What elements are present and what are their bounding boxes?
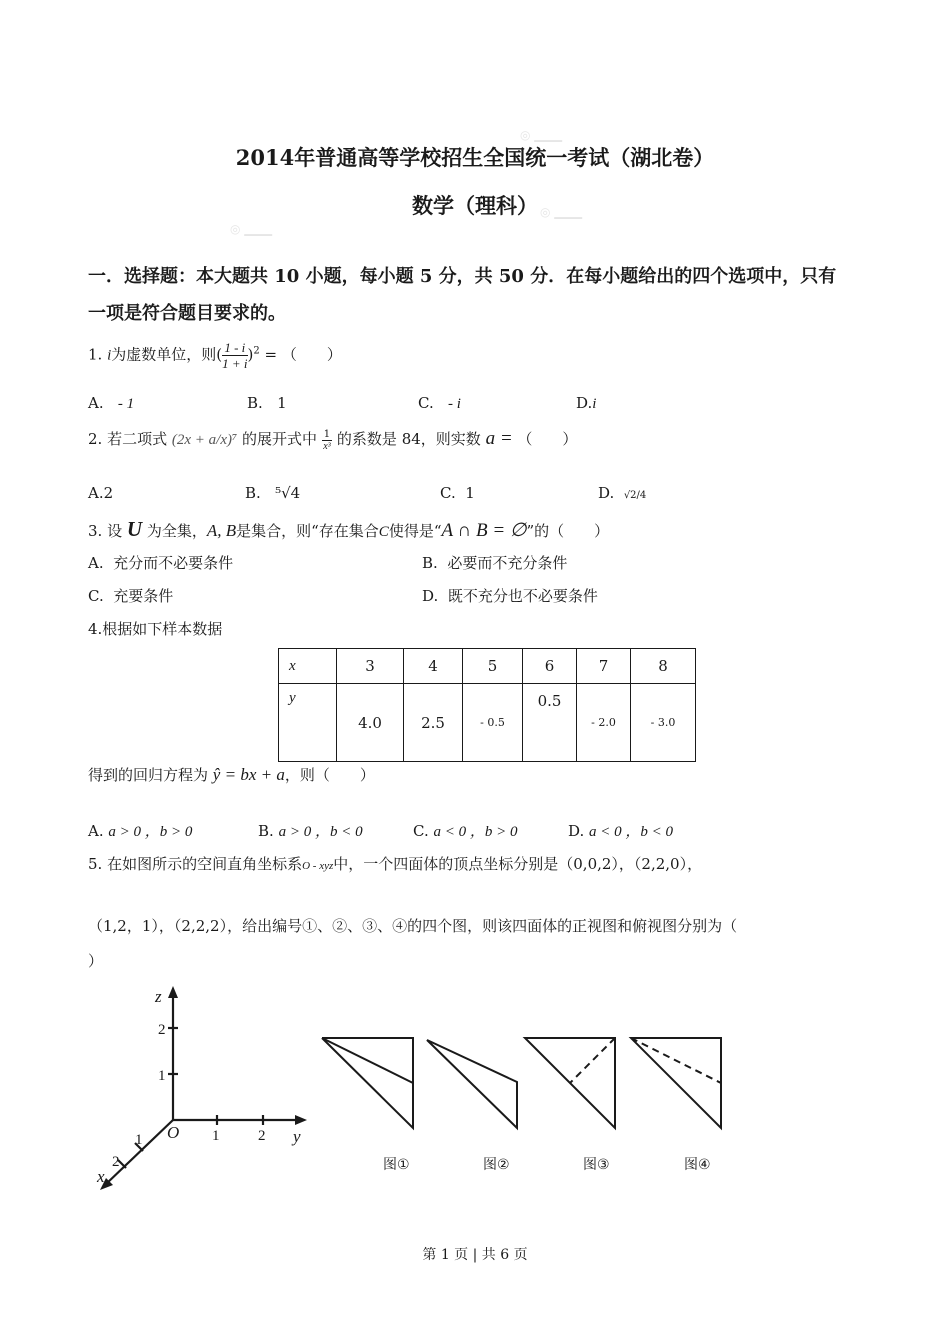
section-heading-line1: 一．选择题：本大题共 10 小题，每小题 5 分，共 50 分．在每小题给出的四个选项中，只有 bbox=[88, 266, 837, 287]
question-4-regression: 得到的回归方程为 ŷ = bx + a，则（ ） bbox=[88, 765, 375, 784]
view-4 bbox=[631, 1038, 721, 1128]
x-tick-label: 2 bbox=[112, 1154, 120, 1170]
z-tick-label: 2 bbox=[158, 1022, 166, 1038]
origin-label: O bbox=[167, 1123, 180, 1142]
page-footer: 第 1 页 | 共 6 页 bbox=[422, 1247, 528, 1263]
y-tick-label: 1 bbox=[212, 1128, 220, 1144]
x-tick-label: 1 bbox=[135, 1132, 143, 1148]
fraction: $\frac{1}{\text{x³}}$ bbox=[323, 428, 331, 452]
q1-option-d[interactable]: D.i bbox=[576, 394, 597, 412]
tetrahedron-figure bbox=[95, 978, 765, 1193]
view-3 bbox=[525, 1038, 615, 1128]
section-heading-line2: 一项是符合题目要求的。 bbox=[88, 303, 286, 324]
q3-option-c[interactable]: C. 充要条件 bbox=[88, 587, 174, 605]
watermark: ◎ ▁▁▁ bbox=[520, 128, 562, 142]
watermark: ◎ ▁▁▁ bbox=[540, 205, 582, 219]
q2-option-b[interactable]: B. ⁵√4 bbox=[245, 484, 301, 502]
coordinate-axes bbox=[105, 992, 300, 1185]
y-arrow-icon bbox=[295, 1115, 307, 1125]
figure-caption-4: 图④ bbox=[684, 1157, 711, 1173]
question-3-stem: 3. 设 U 为全集，A, B是集合，则“存在集合C使得是“A ∩ B = ∅”的（ ） bbox=[88, 517, 610, 541]
q1-option-a[interactable]: A. - 1 bbox=[88, 394, 135, 412]
q2-option-a[interactable]: A.2 bbox=[88, 484, 114, 502]
q2-option-c[interactable]: C. 1 bbox=[440, 484, 475, 502]
table-row: y 4.0 2.5 - 0.5 0.5 - 2.0 - 3.0 bbox=[279, 684, 696, 762]
x-axis-label: x bbox=[97, 1167, 105, 1186]
z-arrow-icon bbox=[168, 986, 178, 998]
z-axis-label: z bbox=[155, 987, 162, 1006]
q4-option-c[interactable]: C. a < 0 ，b > 0 bbox=[413, 822, 518, 840]
q3-option-a[interactable]: A. 充分而不必要条件 bbox=[88, 554, 234, 572]
q3-option-b[interactable]: B. 必要而不充分条件 bbox=[422, 554, 568, 572]
question-5-line2: （1,2，1），（2,2,2），给出编号①、②、③、④的四个图，则该四面体的正视图和俯视图分别为（ bbox=[88, 917, 738, 935]
page-title: 2014年普通高等学校招生全国统一考试（湖北卷） bbox=[235, 145, 715, 170]
question-5-stem: 5. 在如图所示的空间直角坐标系O - xyz中，一个四面体的顶点坐标分别是（0,0,2），（2,2,0）， bbox=[88, 855, 703, 873]
question-1-stem: 1. i为虚数单位，则( $\frac{1 - i}{1 + i}$ )$^2$ = （ ） bbox=[88, 340, 342, 371]
q1-option-b[interactable]: B. 1 bbox=[247, 394, 287, 412]
watermark: ◎ ▁▁▁ bbox=[230, 222, 272, 236]
view-2 bbox=[427, 1040, 517, 1128]
q2-option-d[interactable]: D. √2/4 bbox=[598, 484, 647, 502]
view-1 bbox=[322, 1038, 413, 1128]
sample-data-table bbox=[278, 648, 696, 762]
fraction: $\frac{1 - i}{1 + i}$ bbox=[222, 340, 248, 371]
q4-option-b[interactable]: B. a > 0 ，b < 0 bbox=[258, 822, 363, 840]
y-tick-label: 2 bbox=[258, 1128, 266, 1144]
question-5-line3: ） bbox=[88, 952, 104, 970]
table-row: x 3 4 5 6 7 8 bbox=[279, 649, 696, 684]
q4-option-a[interactable]: A. a > 0 ，b > 0 bbox=[88, 822, 193, 840]
figure-caption-2: 图② bbox=[483, 1157, 510, 1173]
q4-option-d[interactable]: D. a < 0 ，b < 0 bbox=[568, 822, 674, 840]
page-subtitle: 数学（理科） bbox=[412, 193, 538, 218]
q1-option-c[interactable]: C. - i bbox=[418, 394, 461, 412]
question-2-stem: 2. 若二项式 (2x + a/x)⁷ 的展开式中 $\frac{1}{\text{x³}}$ 的系数是 84，则实数 a = （ ） bbox=[88, 428, 578, 452]
z-tick-label: 1 bbox=[158, 1068, 166, 1084]
y-axis-label: y bbox=[293, 1127, 301, 1146]
q3-option-d[interactable]: D. 既不充分也不必要条件 bbox=[422, 587, 598, 605]
question-4-stem: 4.根据如下样本数据 bbox=[88, 620, 223, 638]
figure-caption-1: 图① bbox=[383, 1157, 410, 1173]
figure-caption-3: 图③ bbox=[583, 1157, 610, 1173]
